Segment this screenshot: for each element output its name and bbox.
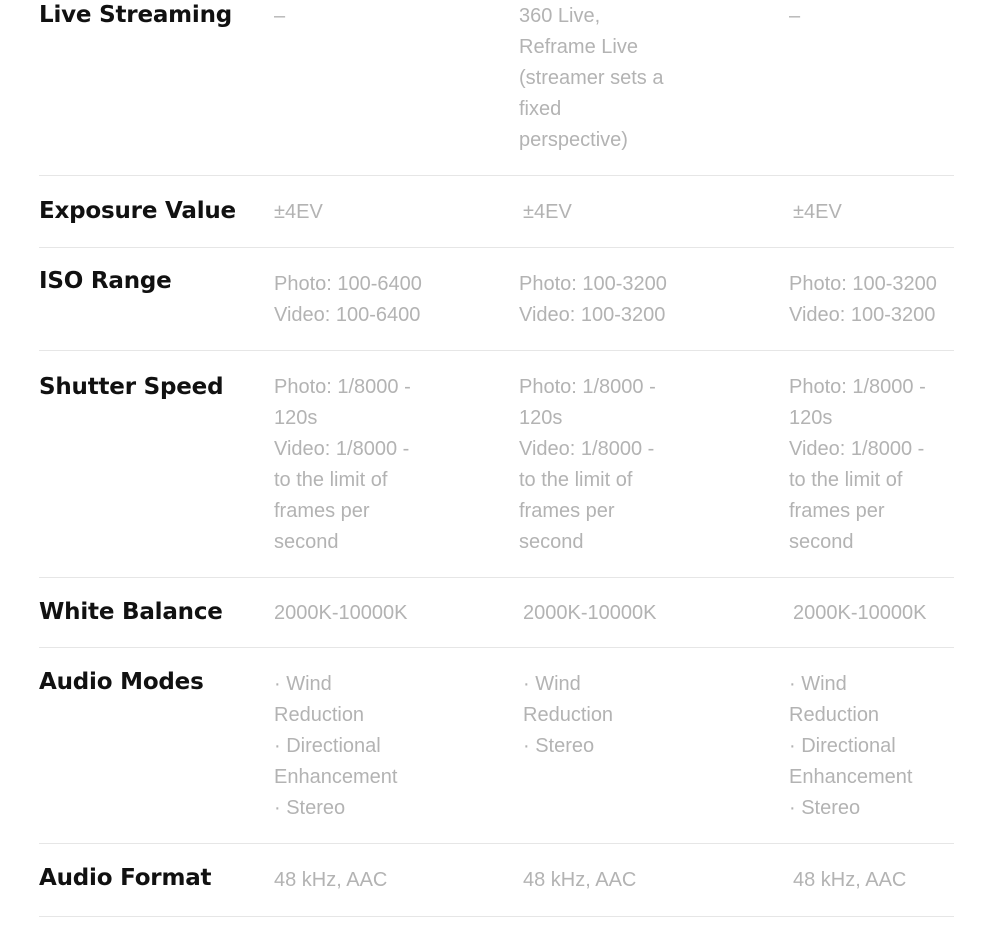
spec-value-col1: Photo: 1/8000 - 120s Video: 1/8000 - to the limit of frames per second (274, 376, 411, 553)
spec-value-col2: · Wind Reduction · Stereo (523, 673, 614, 757)
spec-value-col2: 360 Live, Reframe Live (streamer sets a fixed perspective) (519, 5, 664, 151)
spec-row-shutter-speed (39, 351, 954, 578)
spec-label: Audio Modes (39, 669, 204, 695)
spec-value-col3: Photo: 1/8000 - 120s Video: 1/8000 - to the limit of frames per second (789, 376, 926, 553)
spec-value-col3: ±4EV (793, 201, 842, 223)
spec-value-col1: 2000K-10000K (274, 602, 408, 624)
spec-value-col2: 48 kHz, AAC (523, 869, 637, 891)
spec-comparison-table (39, 0, 954, 917)
spec-label: Exposure Value (39, 198, 236, 224)
spec-row-exposure-value (39, 176, 954, 248)
spec-label: Shutter Speed (39, 374, 224, 400)
spec-label: ISO Range (39, 268, 172, 294)
spec-value-col2: 2000K-10000K (523, 602, 657, 624)
spec-label: White Balance (39, 599, 223, 625)
spec-row-audio-format (39, 844, 954, 917)
spec-value-col2: ±4EV (523, 201, 572, 223)
spec-value-col2: Photo: 1/8000 - 120s Video: 1/8000 - to the limit of frames per second (519, 376, 656, 553)
spec-value-col1: · Wind Reduction · Directional Enhancement · Stereo (274, 673, 398, 819)
spec-value-col3: · Wind Reduction · Directional Enhancement · Stereo (789, 673, 913, 819)
spec-value-col3: Photo: 100-3200 Video: 100-3200 (789, 273, 937, 326)
spec-label: Live Streaming (39, 2, 233, 28)
spec-row-audio-modes (39, 648, 954, 844)
spec-row-white-balance (39, 578, 954, 648)
spec-value-col3: – (789, 5, 801, 27)
spec-label: Audio Format (39, 865, 212, 891)
spec-value-col1: ±4EV (274, 201, 323, 223)
spec-value-col3: 2000K-10000K (793, 602, 927, 624)
spec-value-col1: Photo: 100-6400 Video: 100-6400 (274, 273, 422, 326)
spec-row-live-streaming (39, 0, 954, 176)
spec-row-iso-range (39, 248, 954, 351)
spec-value-col1: – (274, 5, 286, 27)
spec-value-col2: Photo: 100-3200 Video: 100-3200 (519, 273, 667, 326)
spec-value-col1: 48 kHz, AAC (274, 869, 388, 891)
spec-value-col3: 48 kHz, AAC (793, 869, 907, 891)
